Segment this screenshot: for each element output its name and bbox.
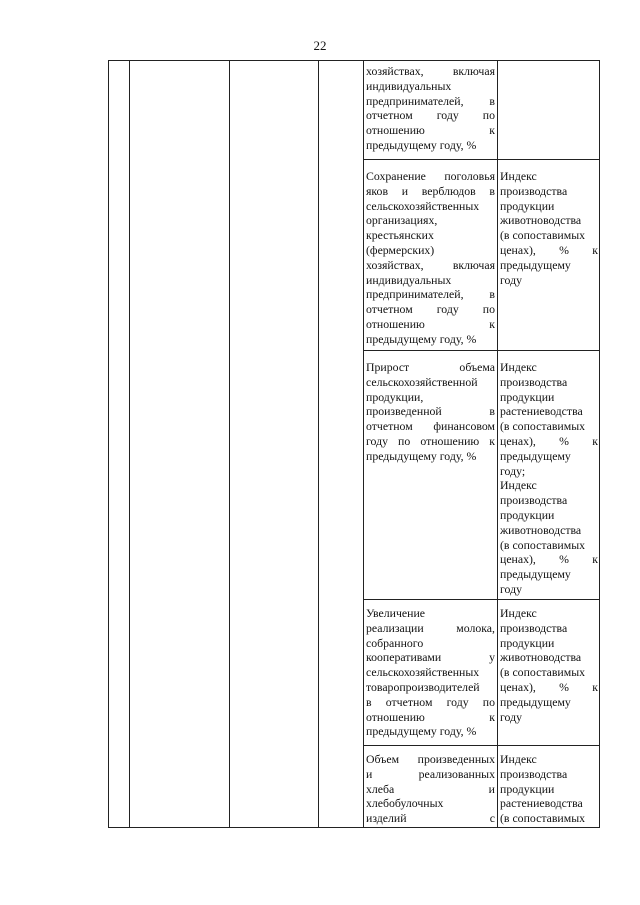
page-number: 22 <box>313 38 327 53</box>
indicator-line: отношению к <box>366 123 495 138</box>
indicator-line: изделий с <box>366 811 495 826</box>
index-line: предыдущему <box>500 257 571 272</box>
indicator-line: хлебобулочных <box>366 796 444 811</box>
index-line: ценах), % к <box>500 679 598 694</box>
index-line: продукции <box>500 635 555 650</box>
indicator-line: реализации молока, <box>366 620 495 635</box>
index-line: ценах), % к <box>500 433 598 448</box>
indicator-line: предыдущему году, % <box>366 448 477 463</box>
index-line: Индекс <box>500 478 537 493</box>
index-line: производства <box>500 493 568 508</box>
indicator-line: кооперативами у <box>366 650 495 665</box>
indicator-line: предпринимателей, в <box>366 287 495 302</box>
indicator-line: в отчетном году по <box>366 694 495 709</box>
indicator-line: товаропроизводителей <box>366 679 480 694</box>
index-line: Индекс <box>500 169 537 183</box>
index-line: растениеводства <box>500 796 583 811</box>
index-line: году <box>500 709 523 724</box>
index-line: году <box>500 581 523 596</box>
indicator-line: и реализованных <box>366 766 495 781</box>
indicator-line: хозяйствах, включая <box>366 64 495 78</box>
index-line: животноводства <box>500 650 582 665</box>
indicator-cell <box>366 360 495 598</box>
index-line: производства <box>500 766 568 781</box>
index-line: ценах), % к <box>500 242 598 257</box>
index-line: продукции <box>500 389 555 404</box>
index-line: животноводства <box>500 522 582 537</box>
indicator-line: Сохранение поголовья <box>366 169 495 183</box>
index-line: (в сопоставимых <box>500 228 586 243</box>
index-line: растениеводства <box>500 404 583 419</box>
indicator-line: отчетном году по <box>366 302 495 317</box>
index-line: продукции <box>500 198 555 213</box>
indicator-cell <box>366 64 495 158</box>
indicator-line: (фермерских) <box>366 242 435 257</box>
index-line: ценах), % к <box>500 552 598 567</box>
indicator-line: продукции, <box>366 389 424 404</box>
index-line: году; <box>500 463 526 478</box>
indicator-cell <box>366 606 495 744</box>
index-line: животноводства <box>500 213 582 228</box>
index-line: производства <box>500 620 568 635</box>
index-line: Индекс <box>500 360 537 374</box>
index-line: Индекс <box>500 606 537 620</box>
indicator-cell <box>366 752 495 826</box>
index-line: производства <box>500 183 568 198</box>
index-line: (в сопоставимых <box>500 537 586 552</box>
index-line: продукции <box>500 507 555 522</box>
indicator-line: году по отношению к <box>366 433 495 448</box>
index-line: году <box>500 272 523 287</box>
indicator-line: Объем произведенных <box>366 752 495 766</box>
index-line: предыдущему <box>500 448 571 463</box>
indicator-line: хлеба и <box>366 781 495 796</box>
index-line: предыдущему <box>500 567 571 582</box>
index-line: Индекс <box>500 752 537 766</box>
indicator-line: предыдущему году, % <box>366 724 477 739</box>
indicator-line: произведенной в <box>366 404 495 419</box>
indicator-line: предпринимателей, в <box>366 93 495 108</box>
indicator-line: отношению к <box>366 316 495 331</box>
index-cell <box>500 169 598 349</box>
index-cell <box>500 752 598 826</box>
index-line: (в сопоставимых <box>500 811 586 826</box>
indicator-line: организациях, <box>366 213 438 228</box>
indicator-line: яков и верблюдов в <box>366 183 495 198</box>
index-cell <box>500 606 598 744</box>
indicator-line: сельскохозяйственных <box>366 665 480 680</box>
index-line: (в сопоставимых <box>500 419 586 434</box>
index-line: (в сопоставимых <box>500 665 586 680</box>
indicator-line: индивидуальных <box>366 272 452 287</box>
indicator-line: Прирост объема <box>366 360 495 374</box>
index-cell <box>500 360 598 598</box>
indicator-line: сельскохозяйственной <box>366 374 478 389</box>
indicator-line: индивидуальных <box>366 78 452 93</box>
indicator-line: предыдущему году, % <box>366 331 477 346</box>
indicator-line: сельскохозяйственных <box>366 198 480 213</box>
indicator-line: отчетном финансовом <box>366 419 495 434</box>
indicator-line: предыдущему году, % <box>366 137 477 152</box>
indicator-line: отношению к <box>366 709 495 724</box>
index-line: продукции <box>500 781 555 796</box>
indicator-line: Увеличение <box>366 606 425 620</box>
index-line: предыдущему <box>500 694 571 709</box>
indicator-cell <box>366 169 495 349</box>
indicator-line: отчетном году по <box>366 108 495 123</box>
indicator-line: хозяйствах, включая <box>366 257 495 272</box>
indicator-line: крестьянских <box>366 228 434 243</box>
indicator-line: собранного <box>366 635 424 650</box>
index-line: производства <box>500 374 568 389</box>
